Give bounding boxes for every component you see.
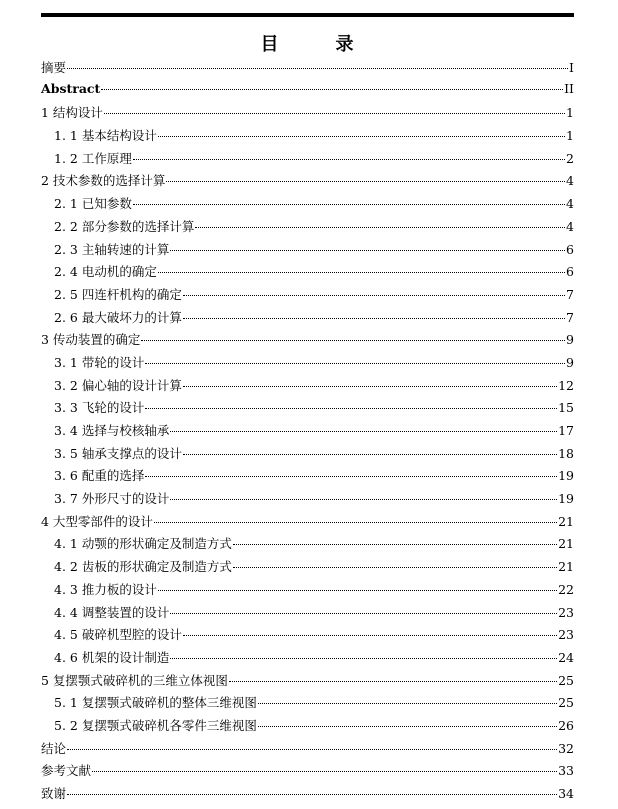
toc-leader-dots [145,408,557,409]
toc-entry[interactable] [41,557,574,580]
toc-leader-dots [183,318,565,319]
toc-entry-label: 3. 2 偏心轴的设计计算 [54,377,182,393]
toc-entry-page: 32 [558,740,574,756]
toc-entry-page: 7 [566,286,574,302]
toc-entry[interactable] [41,194,574,217]
toc-entry-page: 9 [566,332,574,348]
toc-entry-label: Abstract [41,80,101,96]
toc-entry-label: 5. 1 复摆颚式破碎机的整体三维视图 [54,695,257,711]
toc-leader-dots [183,386,557,387]
toc-entry[interactable] [41,240,574,263]
toc-leader-dots [258,703,557,704]
toc-entry[interactable] [41,353,574,376]
toc-entry[interactable] [41,534,574,557]
toc-entry[interactable] [41,126,574,149]
toc-entry-page: 12 [558,377,574,393]
toc-entry-label: 2. 2 部分参数的选择计算 [54,218,195,234]
toc-entry[interactable] [41,739,574,762]
toc-entry[interactable] [41,784,574,807]
toc-entry-page: II [564,80,574,96]
toc-entry-page: 7 [566,309,574,325]
toc-entry-page: 6 [566,264,574,280]
toc-entry-page: I [569,60,574,75]
toc-entry-page: 21 [558,559,574,575]
toc-leader-dots [229,681,557,682]
toc-leader-dots [166,181,565,182]
toc-entry[interactable] [41,308,574,331]
toc-entry-label: 1 结构设计 [41,105,103,121]
toc-leader-dots [101,89,563,90]
toc-leader-dots [145,476,557,477]
toc-entry[interactable] [41,421,574,444]
toc-entry-label: 摘要 [41,60,67,75]
toc-entry-label: 4. 2 齿板的形状确定及制造方式 [54,559,232,575]
toc-leader-dots [170,658,557,659]
toc-entry-page: 2 [566,150,574,166]
toc-entry-page: 19 [558,468,574,484]
toc-entry[interactable] [41,171,574,194]
toc-entry[interactable] [41,149,574,172]
toc-leader-dots [158,136,565,137]
toc-entry[interactable] [41,580,574,603]
toc-entry-label: 3 传动装置的确定 [41,332,141,348]
toc-leader-dots [154,522,557,523]
top-rule [41,13,574,17]
toc-entry-label: 2. 5 四连杆机构的确定 [54,286,182,302]
toc-entry-label: 结论 [41,740,67,756]
toc-entry-page: 25 [558,672,574,688]
table-of-contents [41,58,574,807]
toc-entry[interactable] [41,625,574,648]
toc-entry-page: 25 [558,695,574,711]
toc-entry-page: 1 [566,128,574,144]
toc-entry[interactable] [41,512,574,535]
toc-entry[interactable] [41,603,574,626]
toc-entry-page: 4 [566,196,574,212]
toc-leader-dots [158,272,565,273]
toc-entry[interactable] [41,693,574,716]
toc-leader-dots [170,250,565,251]
toc-entry[interactable] [41,81,574,104]
page-title [41,30,574,56]
toc-entry-page: 9 [566,354,574,370]
toc-leader-dots [183,454,557,455]
toc-entry-label: 参考文献 [41,763,92,779]
toc-entry[interactable] [41,103,574,126]
toc-entry-label: 4. 3 推力板的设计 [54,581,157,597]
toc-entry[interactable] [41,398,574,421]
toc-leader-dots [141,340,565,341]
toc-leader-dots [133,204,565,205]
toc-entry-page: 18 [558,445,574,461]
toc-entry-page: 23 [558,604,574,620]
toc-entry[interactable] [41,285,574,308]
toc-entry-page: 22 [558,581,574,597]
toc-leader-dots [67,68,568,69]
toc-entry-page: 23 [558,627,574,643]
toc-entry-page: 4 [566,173,574,189]
toc-entry-label: 3. 6 配重的选择 [54,468,145,484]
toc-entry-label: 4. 1 动颚的形状确定及制造方式 [54,536,232,552]
toc-entry-page: 24 [558,649,574,665]
toc-entry-page: 33 [558,763,574,779]
toc-entry[interactable] [41,671,574,694]
toc-leader-dots [170,499,557,500]
toc-entry[interactable] [41,761,574,784]
toc-entry[interactable] [41,489,574,512]
toc-entry-page: 19 [558,491,574,507]
toc-entry[interactable] [41,376,574,399]
toc-entry-label: 4. 4 调整装置的设计 [54,604,170,620]
toc-entry-label: 3. 1 带轮的设计 [54,354,145,370]
toc-entry[interactable] [41,648,574,671]
toc-leader-dots [233,567,557,568]
toc-entry-label: 致谢 [41,786,67,801]
toc-entry-page: 1 [566,105,574,121]
toc-entry-page: 21 [558,536,574,552]
toc-entry-label: 2 技术参数的选择计算 [41,173,166,189]
toc-entry-label: 2. 6 最大破坏力的计算 [54,309,182,325]
toc-leader-dots [104,113,565,114]
title-char-right: 录 [335,34,355,55]
toc-entry-label: 1. 1 基本结构设计 [54,128,157,144]
toc-entry[interactable] [41,262,574,285]
toc-entry-page: 34 [558,786,574,801]
toc-entry[interactable] [41,716,574,739]
toc-entry-page: 6 [566,241,574,257]
toc-leader-dots [170,613,557,614]
toc-entry-page: 26 [558,717,574,733]
toc-leader-dots [67,749,557,750]
toc-entry-label: 5. 2 复摆颚式破碎机各零件三维视图 [54,717,257,733]
toc-entry-label: 2. 3 主轴转速的计算 [54,241,170,257]
toc-entry-label: 3. 7 外形尺寸的设计 [54,491,170,507]
toc-leader-dots [133,159,565,160]
toc-entry-label: 3. 5 轴承支撑点的设计 [54,445,182,461]
toc-entry-page: 21 [558,513,574,529]
toc-entry-label: 4. 5 破碎机型腔的设计 [54,627,182,643]
toc-leader-dots [258,726,557,727]
toc-leader-dots [183,635,557,636]
toc-entry-label: 3. 4 选择与校核轴承 [54,423,170,438]
toc-leader-dots [233,544,557,545]
toc-entry-label: 4. 6 机架的设计制造 [54,649,170,665]
toc-entry-label: 2. 4 电动机的确定 [54,264,157,280]
title-char-left: 目 [260,34,280,55]
toc-leader-dots [170,431,557,432]
toc-entry[interactable] [41,466,574,489]
toc-entry-page: 17 [558,423,574,438]
toc-leader-dots [145,363,565,364]
toc-entry-label: 5 复摆颚式破碎机的三维立体视图 [41,672,228,688]
toc-entry[interactable] [41,330,574,353]
toc-entry-page: 4 [566,218,574,234]
toc-entry-page: 15 [558,400,574,416]
toc-leader-dots [92,771,557,772]
toc-entry[interactable] [41,444,574,467]
toc-leader-dots [195,227,565,228]
toc-entry[interactable] [41,58,574,81]
toc-entry-label: 4 大型零部件的设计 [41,513,153,529]
toc-leader-dots [67,794,557,795]
toc-entry[interactable] [41,217,574,240]
toc-entry-label: 3. 3 飞轮的设计 [54,400,145,416]
toc-leader-dots [183,295,565,296]
toc-leader-dots [158,590,557,591]
toc-entry-label: 2. 1 已知参数 [54,196,132,212]
toc-entry-label: 1. 2 工作原理 [54,150,132,166]
